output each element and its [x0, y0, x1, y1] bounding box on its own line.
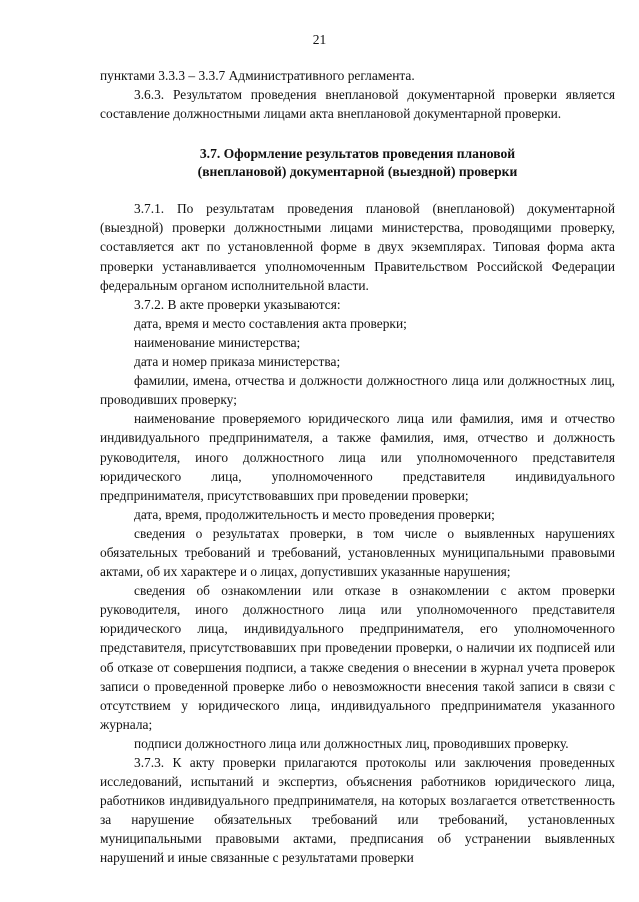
- document-body: [100, 66, 615, 868]
- paragraph-3-7-1: 3.7.1. По результатам проведения плановой (внеплановой) документарной (выездной) проверки должностными лицами министерства, проводящими проверку, составляется акт по установленной форме в двух экземплярах. Типовая форма акта проверки устанавливается уполномоченным Правительством Российской Федерации федеральным органом исполнительной власти.: [100, 201, 615, 293]
- list-item-order-date: дата и номер приказа министерства;: [134, 354, 341, 370]
- section-heading-line-2: (внеплановой) документарной (выездной) проверки: [197, 164, 518, 180]
- paragraph-3-6-3: 3.6.3. Результатом проведения внеплановой документарной проверки является составление должностными лицами акта внеплановой документарной проверки.: [100, 87, 615, 122]
- list-item-inspected-entity: наименование проверяемого юридического лица или фамилия, имя и отчество индивидуального предпринимателя, а также фамилия, имя, отчество и должность руководителя, иного должностного лица или уполномоченного представителя юридического лица, уполномоченного представителя индивидуального предпринимателя, присутствовавших при проведении проверки;: [100, 411, 615, 503]
- section-heading: [100, 145, 615, 181]
- list-item-ministry-name: наименование министерства;: [134, 334, 301, 350]
- list-item-acknowledgement: сведения об ознакомлении или отказе в ознакомлении с актом проверки руководителя, иного должностного лица или уполномоченного представителя юридического лица, индивидуального предпринимателя, его уполномоченного представителя, присутствовавших при проведении проверки, о наличии их подписей или об отказе от совершения подписи, а также сведения о внесении в журнал учета проверок записи о проведенной проверке либо о невозможности внесения такой записи в связи с отсутствием у юридического лица, индивидуального предпринимателя указанного журнала;: [100, 583, 615, 732]
- page-number: 21: [312, 32, 327, 47]
- list-item-inspection-time: дата, время, продолжительность и место проведения проверки;: [134, 506, 495, 522]
- list-item-inspectors: фамилии, имена, отчества и должности должностного лица или должностных лиц, проводивших проверку;: [100, 373, 615, 408]
- paragraph-3-7-2: 3.7.2. В акте проверки указываются:: [134, 296, 341, 312]
- list-item-act-date: дата, время и место составления акта проверки;: [134, 315, 407, 331]
- intro-paragraph: пунктами 3.3.3 – 3.3.7 Административного регламента.: [100, 68, 415, 83]
- list-item-results: сведения о результатах проверки, в том числе о выявленных нарушениях обязательных требований и требований, установленных муниципальными правовыми актами, об их характере и о лицах, допустивших указанные нарушения;: [100, 525, 615, 580]
- list-item-signatures: подписи должностного лица или должностных лиц, проводивших проверку.: [134, 735, 569, 751]
- paragraph-3-7-3: 3.7.3. К акту проверки прилагаются протоколы или заключения проведенных исследований, испытаний и экспертиз, объяснения работников юридического лица, работников индивидуального предпринимателя, на которых возлагается ответственность за нарушение обязательных требований или требований, установленных муниципальными правовыми актами, предписания об устранении выявленных нарушений и иные связанные с результатами проверки: [100, 755, 615, 866]
- section-heading-line-1: 3.7. Оформление результатов проведения плановой: [199, 146, 516, 162]
